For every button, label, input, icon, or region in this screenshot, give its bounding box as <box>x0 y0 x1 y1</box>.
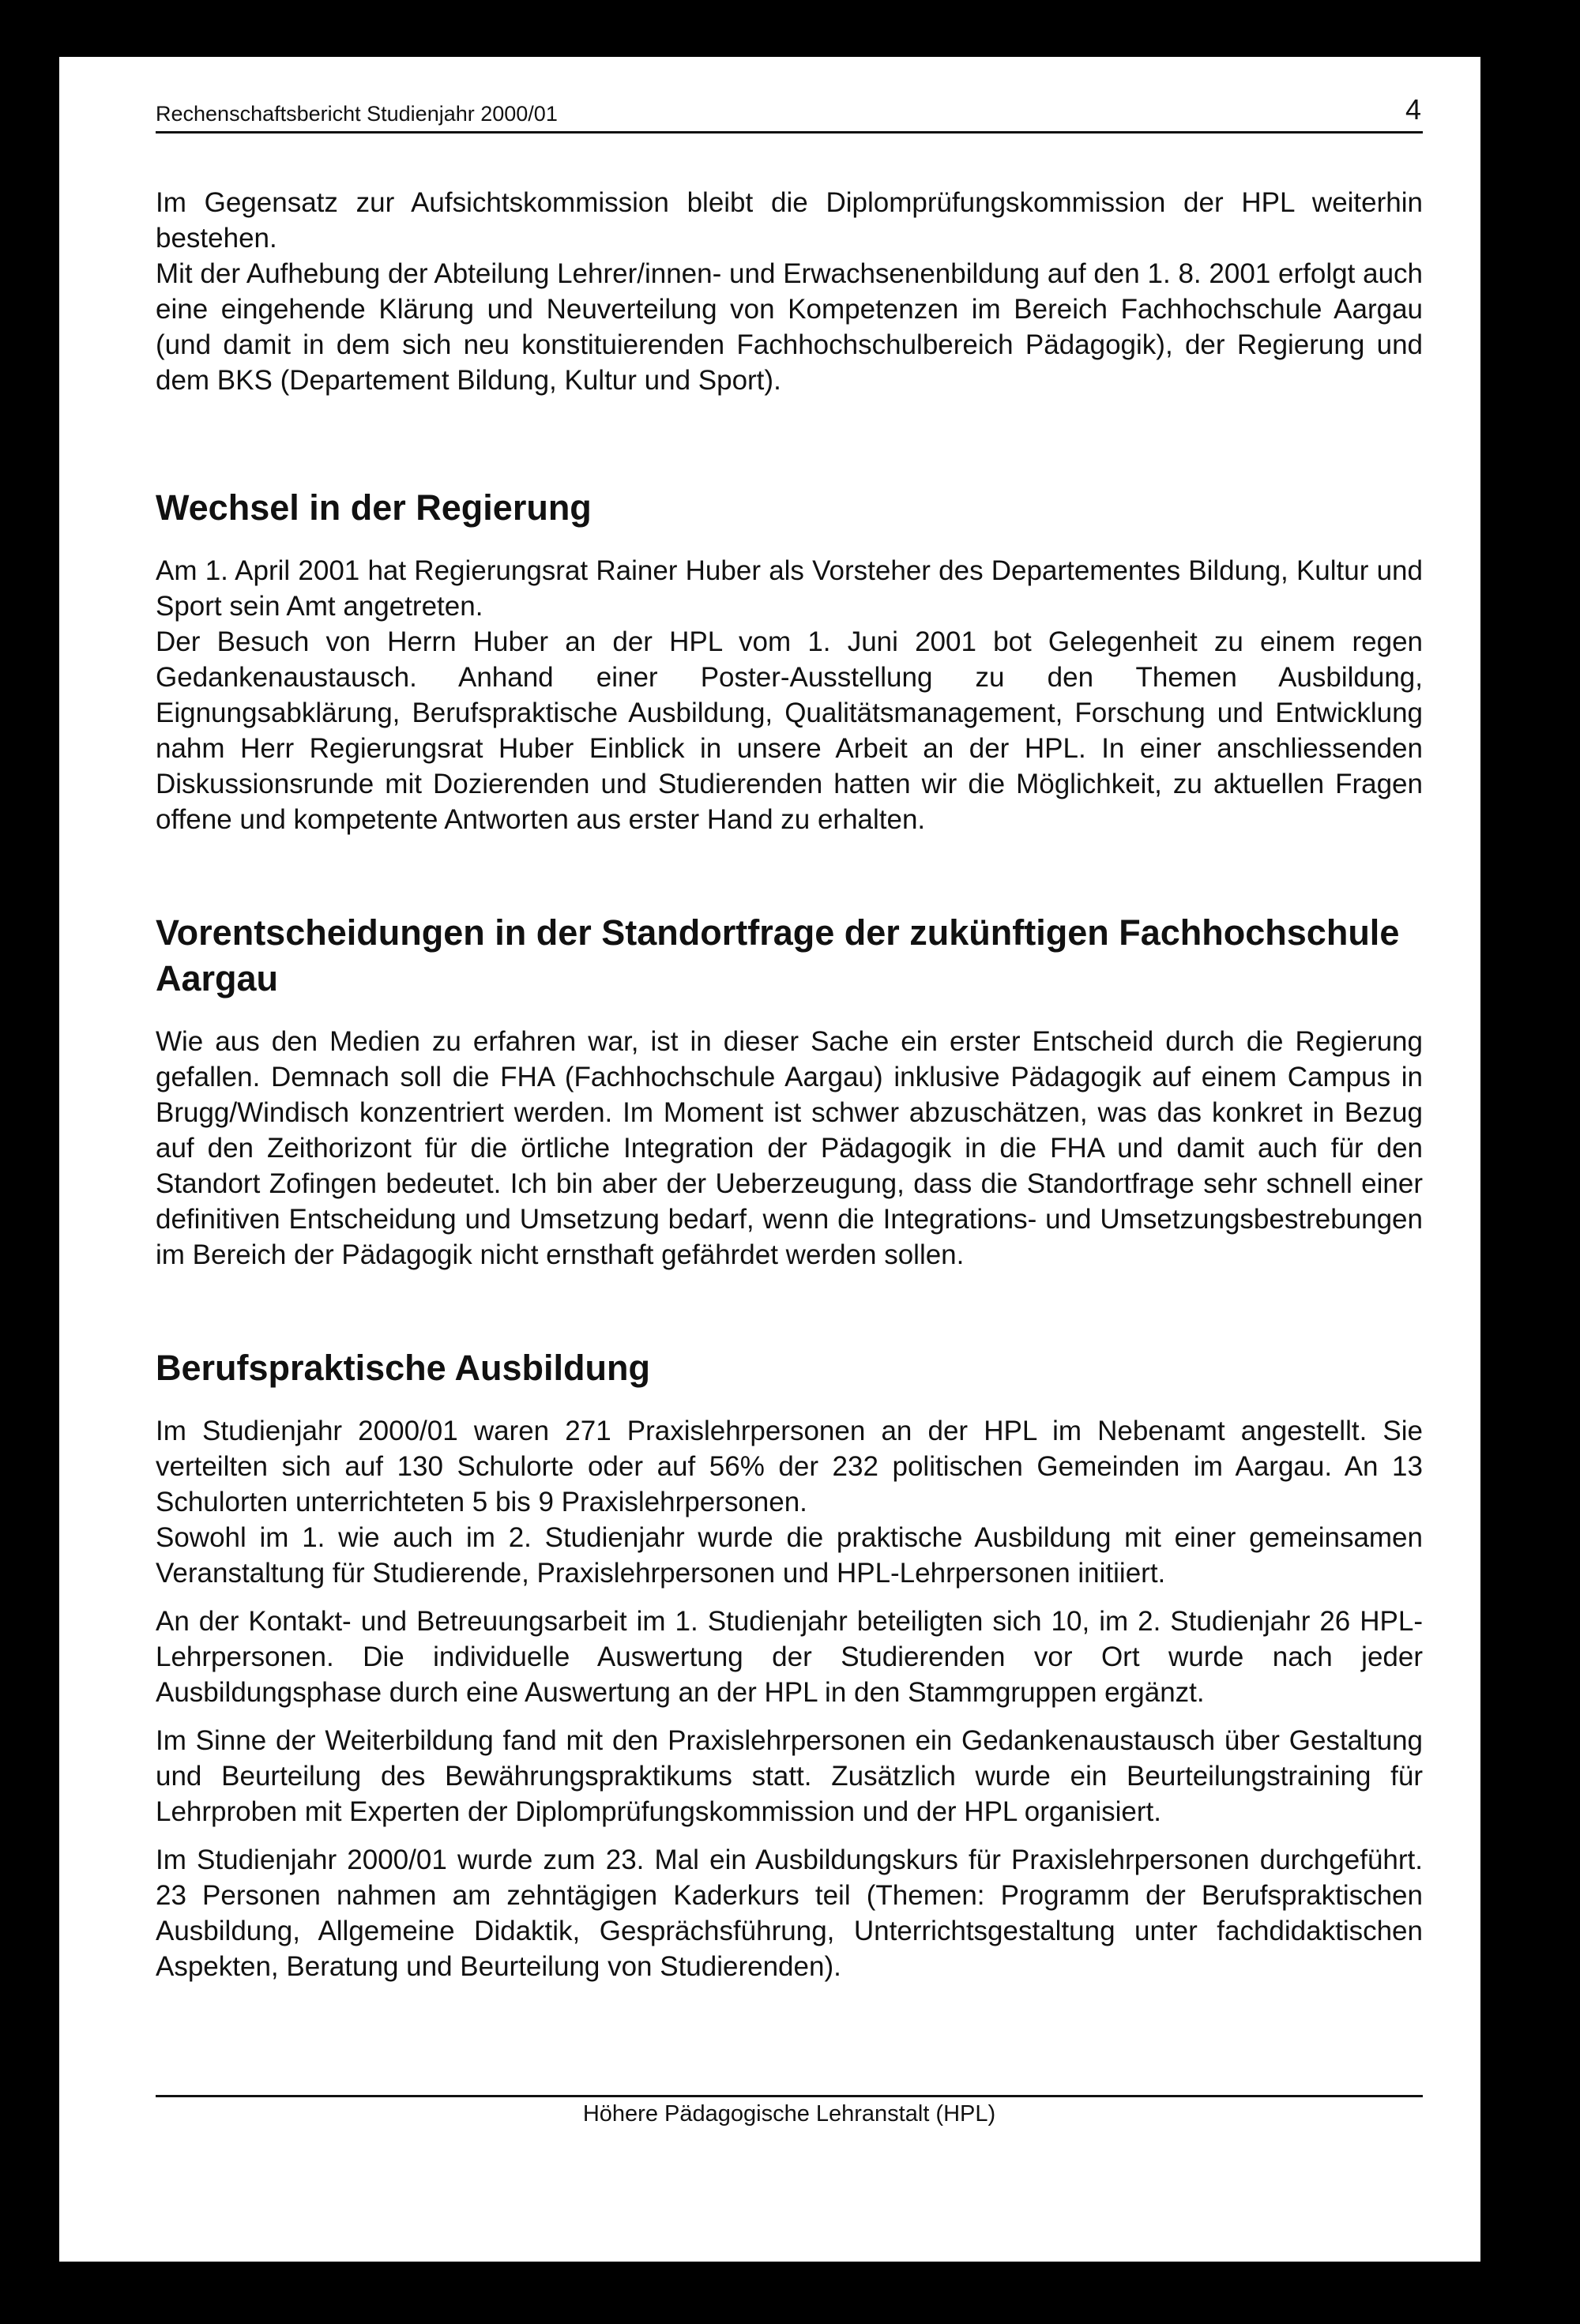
heading-regierung: Wechsel in der Regierung <box>156 487 592 528</box>
document-page <box>59 57 1480 2262</box>
page-number: 4 <box>1405 93 1421 126</box>
ausbildung-paragraph-1: Im Studienjahr 2000/01 waren 271 Praxislehrpersonen an der HPL im Nebenamt angestellt. Sie verteilten sich auf 130 Schulorte oder auf 56% der 232 politischen Gemeinden im Aargau. An 13 Schulorten unterrichteten 5 bis 9 Praxislehrpersonen. <box>156 1416 1423 1517</box>
page-header <box>156 95 1423 133</box>
footer-divider <box>156 2095 1423 2097</box>
page-content <box>156 185 1423 1997</box>
heading-standortfrage: Vorentscheidungen in der Standortfrage der zukünftigen Fachhochschule Aargau <box>156 912 1400 998</box>
intro-paragraph-1: Im Gegensatz zur Aufsichtskommission bleibt die Diplomprüfungskommission der HPL weiterhin bestehen. <box>156 187 1423 254</box>
header-title: Rechenschaftsbericht Studienjahr 2000/01 <box>156 102 558 126</box>
standort-paragraph-1: Wie aus den Medien zu erfahren war, ist in dieser Sache ein erster Entscheid durch die Regierung gefallen. Demnach soll die FHA (Fachhochschule Aargau) inklusive Pädagogik auf einem Campus in Brugg/Windisch konzentriert werden. Im Moment ist schwer abzuschätzen, was das konkret in Bezug auf den Zeithorizont für die örtliche Integration der Pädagogik in die FHA und damit auch für den Standort Zofingen bedeutet. Ich bin aber der Ueberzeugung, dass die Standortfrage sehr schnell einer definitiven Entscheidung und Umsetzung bedarf, wenn die Integrations- und Umsetzungsbestrebungen im Bereich der Pädagogik nicht ernsthaft gefährdet werden sollen. <box>156 1026 1423 1270</box>
heading-berufspraktische-ausbildung: Berufspraktische Ausbildung <box>156 1348 650 1388</box>
regierung-paragraph-1: Am 1. April 2001 hat Regierungsrat Rainer Huber als Vorsteher des Departementes Bildung, Kultur und Sport sein Amt angetreten. <box>156 555 1423 622</box>
ausbildung-paragraph-4: Im Sinne der Weiterbildung fand mit den Praxislehrpersonen ein Gedankenaustausch über Gestaltung und Beurteilung des Bewährungspraktikums statt. Zusätzlich wurde ein Beurteilungstraining für Lehrproben mit Experten der Diplomprüfungskommission und der HPL organisiert. <box>156 1725 1423 1827</box>
regierung-paragraph-2: Der Besuch von Herrn Huber an der HPL vom 1. Juni 2001 bot Gelegenheit zu einem regen Gedankenaustausch. Anhand einer Poster-Ausstellung zu den Themen Ausbildung, Eignungsabklärung, Berufspraktische Ausbildung, Qualitätsmanagement, Forschung und Entwicklung nahm Herr Regierungsrat Huber Einblick in unsere Arbeit an der HPL. In einer anschliessenden Diskussionsrunde mit Dozierenden und Studierenden hatten wir die Möglichkeit, zu aktuellen Fragen offene und kompetente Antworten aus erster Hand zu erhalten. <box>156 626 1423 835</box>
ausbildung-paragraph-5: Im Studienjahr 2000/01 wurde zum 23. Mal ein Ausbildungskurs für Praxislehrpersonen durchgeführt. 23 Personen nahmen am zehntägigen Kaderkurs teil (Themen: Programm der Berufspraktischen Ausbildung, Allgemeine Didaktik, Gesprächsführung, Unterrichtsgestaltung unter fachdidaktischen Aspekten, Beratung und Beurteilung von Studierenden). <box>156 1845 1423 1982</box>
page-footer: Höhere Pädagogische Lehranstalt (HPL) <box>582 2101 996 2127</box>
intro-paragraph-2: Mit der Aufhebung der Abteilung Lehrer/innen- und Erwachsenenbildung auf den 1. 8. 2001 erfolgt auch eine eingehende Klärung und Neuverteilung von Kompetenzen im Bereich Fachhochschule Aargau (und damit in dem sich neu konstituierenden Fachhochschulbereich Pädagogik), der Regierung und dem BKS (Departement Bildung, Kultur und Sport). <box>156 258 1423 396</box>
ausbildung-paragraph-2: Sowohl im 1. wie auch im 2. Studienjahr wurde die praktische Ausbildung mit einer gemeinsamen Veranstaltung für Studierende, Praxislehrpersonen und HPL-Lehrpersonen initiiert. <box>156 1522 1423 1589</box>
ausbildung-paragraph-3: An der Kontakt- und Betreuungsarbeit im 1. Studienjahr beteiligten sich 10, im 2. Studienjahr 26 HPL-Lehrpersonen. Die individuelle Auswertung der Studierenden vor Ort wurde nach jeder Ausbildungsphase durch eine Auswertung an der HPL in den Stammgruppen ergänzt. <box>156 1606 1423 1708</box>
